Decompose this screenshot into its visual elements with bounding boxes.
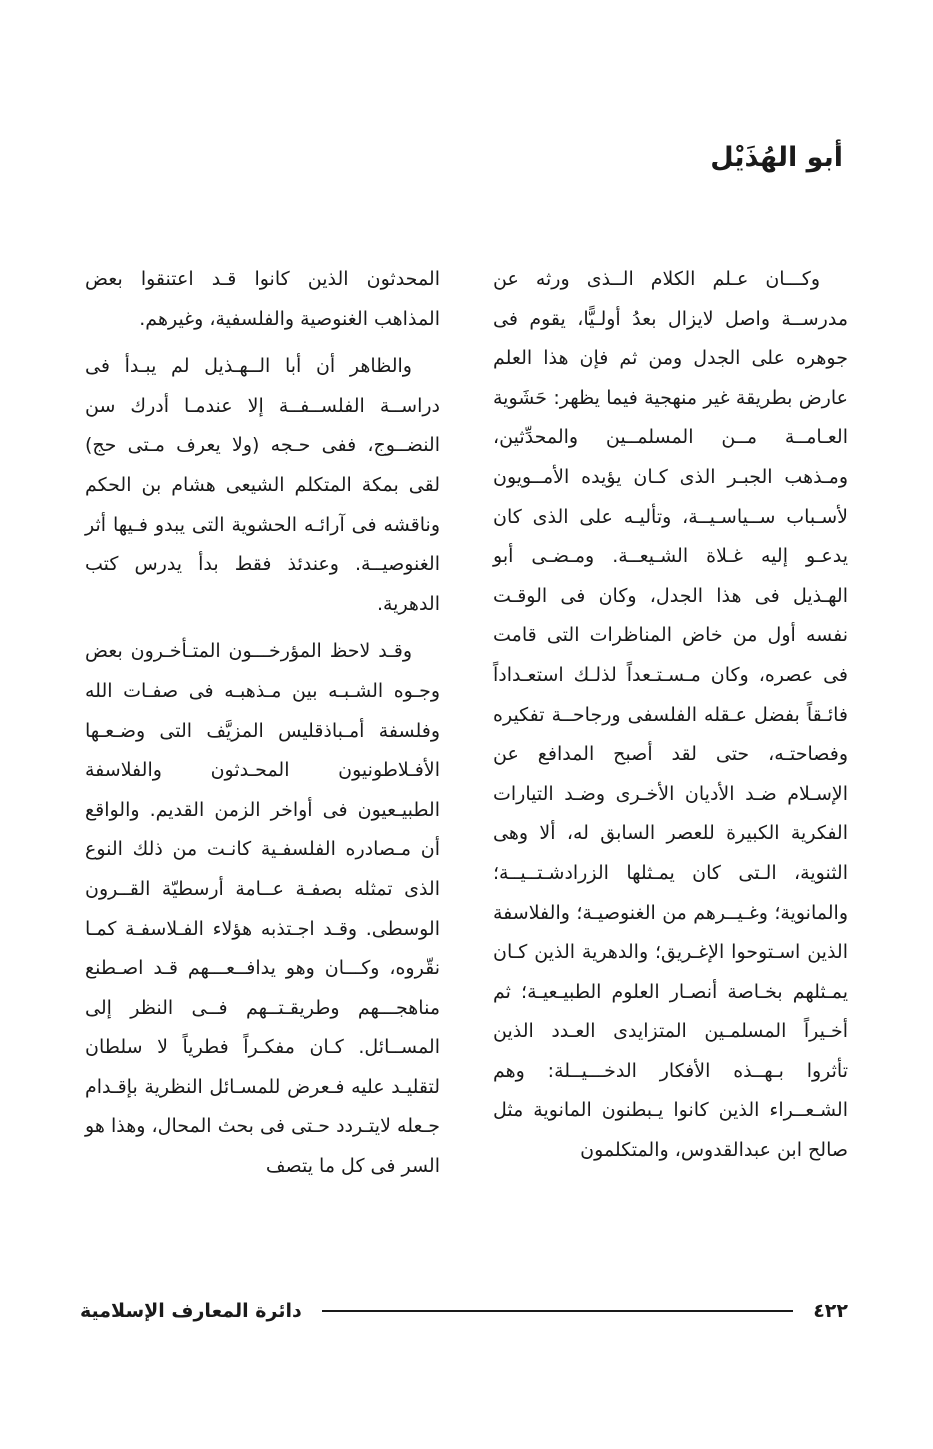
footer-divider	[322, 1310, 793, 1312]
page-number: ٤٢٢	[813, 1300, 848, 1322]
paragraph: والظاهر أن أبا الــهـذيل لم يبـدأ فى دراســة الفلســفــة إلا عندمـا أدرك سن النضــوج، ففى حـجه (ولا يعرف مـتى حج) لقى بمكة المتكلم الشيعى هشام بن الحكم وناقشه فى آرائـه الحشوية التى يبدو فـيها أثر الغنوصيــة. وعندئذ فقط بدأ يدرس كتب الدهرية.	[85, 355, 440, 615]
text-column-left	[85, 260, 440, 1195]
paragraph: المحدثون الذين كانوا قـد اعتنقوا بعض المذاهب الغنوصية والفلسفية، وغيرهم.	[85, 268, 440, 330]
text-column-right	[493, 260, 848, 1179]
paragraph: وقـد لاحظ المؤرخـــون المتـأخـرون بعض وجـوه الشـبـه بين مـذهبـه فى صفـات الله وفلسفة أمـباذقليس المزيَّف التى وضـعـها الأفـلاطونيون المحـدثون والفلاسفة الطبيـعيون فى أواخر الزمن القديم. والواقع أن مـصادره الفلسفـية كانـت من ذلك النوع الذى تمثله بصفـة عــامة أرسطيّة القــرون الوسطى. وقـد اجـتذبه هؤلاء الفـلاسفـة كمـا نقّروه، وكـــان وهو يدافــعـــهم قـد اصـطنع مناهجـــهم وطريقـتــهم فــى النظر إلى المســائل. كـان مفكـراً فطرياً لا سلطان لتقليـد عليه فـعرض للمسـائل النظرية بإقـدام جـعله لايتـردد حـتى فى بحث المحال، وهذا هو السر فى كل ما يتصف	[85, 640, 440, 1178]
journal-title: دائرة المعارف الإسلامية	[80, 1300, 302, 1322]
page-footer	[80, 1295, 848, 1327]
page-title: أبو الهُذَيْل	[710, 142, 843, 173]
paragraph: وكـــان عـلم الكلام الــذى ورثه عن مدرســة واصل لايزال بعدُ أولـيًّا، يقوم فى جوهره على الجدل ومن ثم فإن هذا العلم عارض بطريقة غير منهجية فيما يظهر: حَشَوية العـامــة مــن المسلمــين والمحدِّثين، ومـذهب الجبـر الذى كـان يؤيده الأمــويون لأسـباب ســياسـيــة، وتأليـه على الذى كان يدعـو إليه غـلاة الشـيعــة. ومـضـى أبو الهـذيل فى هذا الجدل، وكان فى الوقـت نفسه أول من خاض المناظرات التى قامت فى عصره، وكان مـسـتـعداً لذلـك استعـداداً فائـقاً بفضل عـقله الفلسفى ورجاحــة تفكيره وفصاحتـه، حتى لقد أصبح المدافع عن الإسـلام ضـد الأديان الأخـرى وضـد التيارات الفكرية الكبيرة للعصر السابق له، ألا وهى الثنوية، الـتى كان يمـثلها الزرادشـتــيــة؛ والمانوية؛ وغـيــرهم من الغنوصيـة؛ والفلاسفة الذين اسـتوحوا الإغـريق؛ والدهرية الذين كـان يمـثلهم بخـاصة أنصـار العلوم الطبيـعيـة؛ ثم أخـيراً المسلمـين المتزايدى العـدد الذين تأثروا بـهــذه الأفكار الدخـــيــلة: وهم الشـعــراء الذين كانوا يـبطنون المانوية مثل صالح ابن عبدالقدوس، والمتكلمون	[493, 268, 848, 1162]
